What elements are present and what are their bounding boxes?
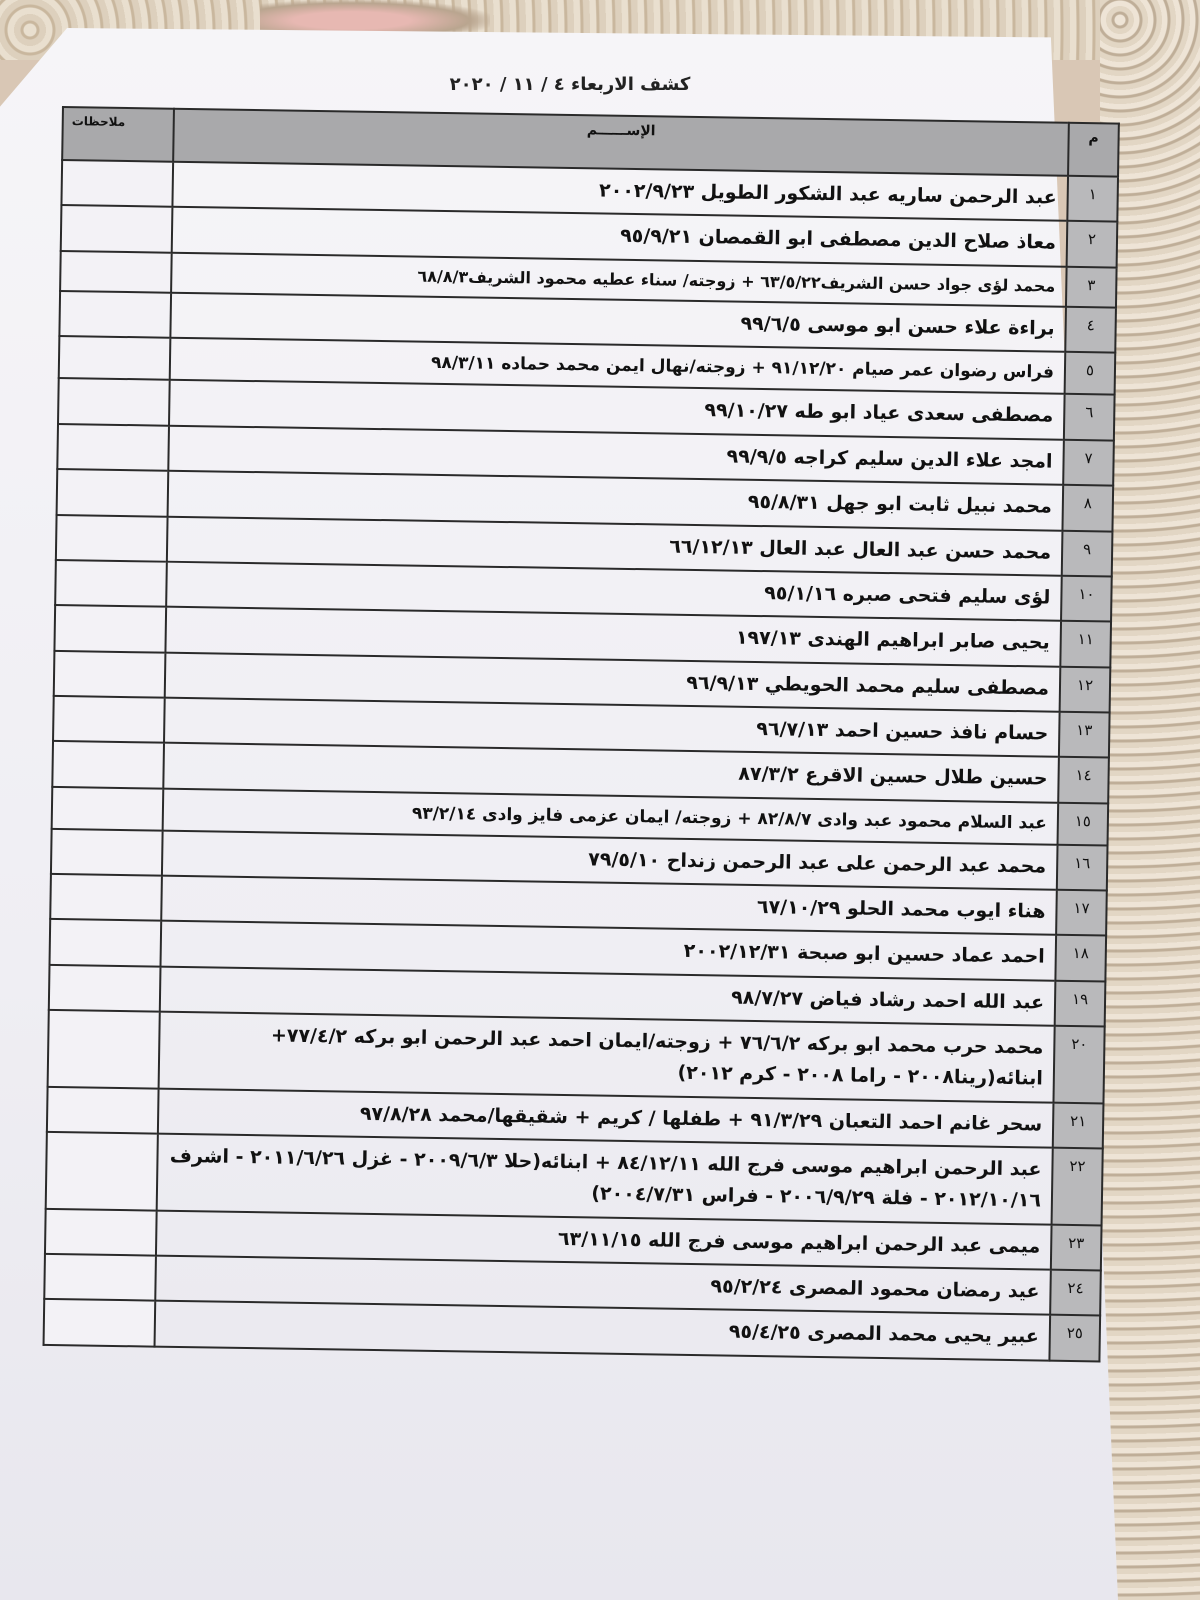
flower-decoration [260,0,490,34]
row-notes [53,696,165,743]
row-name: ميمى عبد الرحمن ابراهيم موسى فرج الله ٦٣/١١/١٥ [156,1210,1052,1269]
row-notes [61,205,173,252]
row-name: احمد عماد حسين ابو صبحة ٢٠٠٢/١٢/٣١ [160,921,1056,980]
row-notes [60,251,172,293]
row-notes [45,1209,157,1256]
row-name: عبد السلام محمود عبد وادى ٨٢/٨/٧ + زوجته/ ايمان عزمى فايز وادى ٩٣/٢/١٤ [163,788,1059,844]
row-name: محمد نبيل ثابت ابو جهل ٩٥/٨/٣١ [168,471,1064,530]
row-notes [46,1132,158,1210]
row-number: ١٦ [1057,844,1108,890]
row-number: ٢ [1067,221,1118,267]
row-number: ٢٢ [1052,1148,1103,1225]
document-title: كشف الاربعاء ٤ / ١١ / ٢٠٢٠ [449,74,691,95]
row-number: ١٣ [1059,712,1110,758]
row-name: عبد الرحمن ساريه عبد الشكور الطويل ٢٠٠٢/٩/٢٣ [172,162,1068,221]
row-notes [59,291,171,338]
row-notes [49,965,161,1012]
row-number: ١٥ [1058,802,1109,845]
row-number: ٢٠ [1053,1026,1104,1103]
row-notes [58,378,170,425]
row-number: ١٨ [1055,935,1106,981]
row-name: يحيى صابر ابراهيم الهندى ١٩٧/١٣ [165,607,1061,666]
row-name: هناء ايوب محمد الحلو ٦٧/١٠/٢٩ [161,876,1057,935]
row-name: لؤى سليم فتحى صبره ٩٥/١/١٦ [166,562,1062,621]
row-notes [56,514,168,561]
row-notes [57,469,169,516]
row-number: ٣ [1066,266,1117,307]
row-number: ٦ [1064,394,1115,440]
row-name: محمد عبد الرحمن على عبد الرحمن زنداح ٧٩/٥/١٠ [162,830,1058,889]
row-number: ٢٤ [1050,1270,1101,1316]
row-number: ٨ [1062,485,1113,531]
row-notes [50,919,162,966]
row-number: ٩ [1062,530,1113,576]
row-name: فراس رضوان عمر صيام ٩١/١٢/٢٠ + زوجته/نهال ايمن محمد حماده ٩٨/٣/١١ [170,338,1066,394]
row-notes [59,336,171,380]
row-number: ١٤ [1058,757,1109,803]
row-number: ١٧ [1056,890,1107,936]
row-number: ٥ [1065,352,1116,395]
row-name: محمد لؤى جواد حسن الشريف٦٣/٥/٢٢ + زوجته/ سناء عطيه محمود الشريف٦٨/٨/٣ [171,252,1067,306]
row-number: ١ [1067,176,1118,222]
row-notes [47,1087,159,1134]
row-name: عيد رمضان محمود المصرى ٩٥/٢/٢٤ [155,1256,1051,1315]
names-table [43,106,1120,1362]
row-number: ١٢ [1060,666,1111,712]
row-number: ٤ [1065,307,1116,353]
row-name: محمد حرب محمد ابو بركه ٧٦/٦/٢ + زوجته/ايمان احمد عبد الرحمن ابو بركه ٧٧/٤/٢+ ابنائه(رينا٢٠٠٨ - راما ٢٠٠٨ - كرم ٢٠١٢) [159,1012,1055,1103]
row-notes [54,650,166,697]
row-notes [50,874,162,921]
row-number: ٢١ [1053,1102,1104,1148]
row-notes [55,560,167,607]
header-name: الإســــــم [173,109,1069,176]
table-body [44,160,1118,1361]
row-name: مصطفى سعدى عياد ابو طه ٩٩/١٠/٢٧ [169,380,1065,439]
row-notes [48,1010,160,1088]
header-number: م [1068,123,1119,177]
row-name: عبد الله احمد رشاد فياض ٩٨/٧/٢٧ [160,966,1056,1025]
row-number: ١٠ [1061,576,1112,622]
row-name: مصطفى سليم محمد الحويطي ٩٦/٩/١٣ [165,652,1061,711]
row-number: ٢٣ [1051,1224,1102,1270]
row-number: ٧ [1063,440,1114,486]
row-name: محمد حسن عبد العال عبد العال ٦٦/١٢/١٣ [167,516,1063,575]
row-name: حسام نافذ حسين احمد ٩٦/٧/١٣ [164,698,1060,757]
row-name: عبير يحيى محمد المصرى ٩٥/٤/٢٥ [155,1301,1051,1360]
row-notes [51,829,163,876]
row-number: ١١ [1060,621,1111,667]
row-notes [52,786,164,830]
row-name: امجد علاء الدين سليم كراجه ٩٩/٩/٥ [168,426,1064,485]
header-notes: ملاحظات [62,107,174,162]
row-notes [44,1299,156,1346]
row-name: براءة علاء حسن ابو موسى ٩٩/٦/٥ [170,293,1066,352]
row-notes [44,1254,156,1301]
row-notes [57,424,169,471]
row-notes [52,741,164,788]
row-notes [54,605,166,652]
row-name: حسين طلال حسين الاقرع ٨٧/٣/٢ [163,743,1059,802]
row-notes [61,160,173,207]
row-number: ١٩ [1055,980,1106,1026]
row-name: عبد الرحمن ابراهيم موسى فرج الله ٨٤/١٢/١١ + ابنائه(حلا ٢٠٠٩/٦/٣ - غزل ٢٠١١/٦/٢٦ - اشرف ٢٠١٢/١٠/١٦ - فلة ٢٠٠٦/٩/٢٩ - فراس ٢٠٠٤/٧/٣١) [157,1134,1053,1225]
row-name: سحر غانم احمد التعبان ٩١/٣/٢٩ + طفلها / كريم + شقيقها/محمد ٩٧/٨/٢٨ [158,1088,1054,1147]
row-number: ٢٥ [1049,1315,1100,1361]
row-name: معاذ صلاح الدين مصطفى ابو القمصان ٩٥/٩/٢١ [172,207,1068,266]
